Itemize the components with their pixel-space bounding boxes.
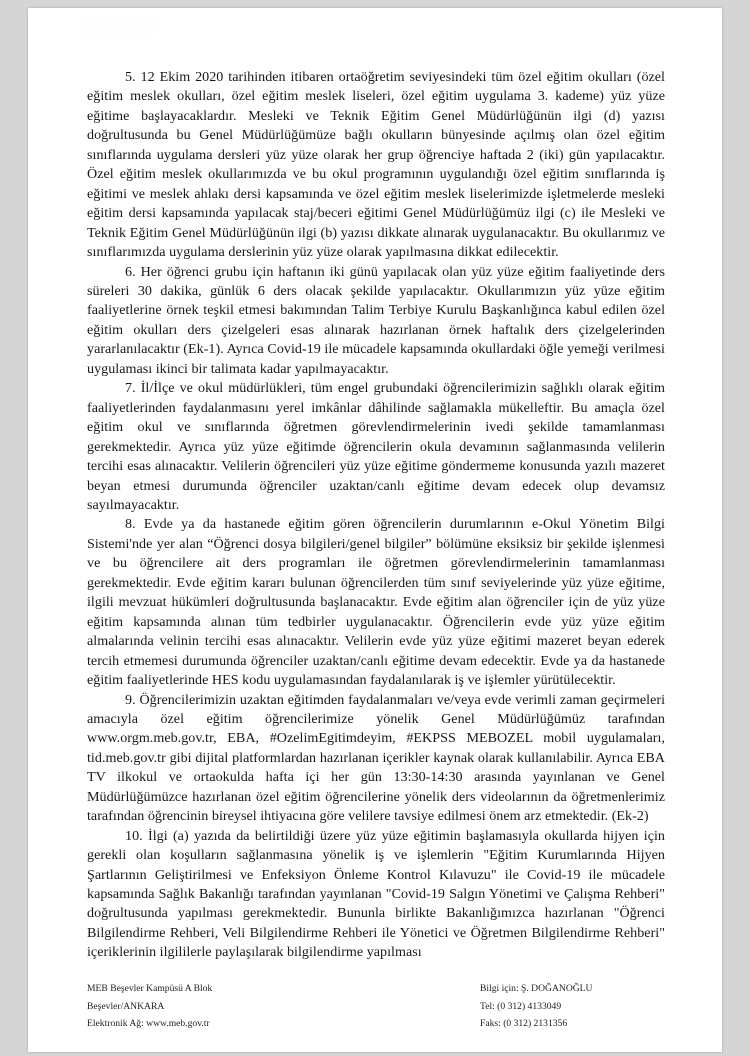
scan-artifact: [78, 14, 156, 36]
document-page: [28, 8, 722, 1052]
document-body: [87, 68, 665, 963]
footer-contact-person: Bilgi için: Ş. DOĞANOĞLU: [480, 983, 593, 994]
paragraph-7: 7. İl/İlçe ve okul müdürlükleri, tüm engel grubundaki öğrencilerimizin sağlıklı olarak eğitim faaliyetlerinden faydalanmasını yerel imkânlar dâhilinde sağlamakla mükelleftir. Bu amaçla özel eğitim okul ve sınıflarında öğretmen görevlendirmelerinin ivedi şekilde tamamlanması gerekmektedir. Ayrıca yüz yüze eğitimde öğrencilerin okula devamının sağlanmasında velilerin tercihi esas alınacaktır. Velilerin öğrencileri yüz yüze eğitime göndermeme konusunda yazılı mazeret beyan etmesi durumunda öğrenciler uzaktan/canlı eğitime devam edecek olup devamsız sayılmayacaktır.: [87, 380, 665, 513]
footer-contact-column: [480, 980, 665, 1033]
footer-fax: Faks: (0 312) 2131356: [480, 1018, 568, 1030]
page-footer: [87, 980, 665, 1033]
footer-address-line-1: MEB Beşevler Kampüsü A Blok: [87, 983, 213, 994]
paragraph-9: 9. Öğrencilerimizin uzaktan eğitimden faydalanmaları ve/veya evde verimli zaman geçirmeleri amacıyla özel eğitim öğrencilerimize yönelik Genel Müdürlüğümüz tarafından www.orgm.meb.gov.tr, EBA, #OzelimEgitimdeyim, #EKPSS MEBOZEL mobil uygulamaları, tid.meb.gov.tr gibi dijital platformlardan hazırlanan içerikler kaynak olarak kullanılabilir. Ayrıca EBA TV ilkokul ve ortaokulda hafta içi her gün 13:30-14:30 arasında yayınlanan ve Genel Müdürlüğümüzce hazırlanan özel eğitim öğrencilerine yönelik ders videolarının da öğretmenlerimiz tarafından öğrencinin bireysel ihtiyacına göre velilere tavsiye edilmesi önem arz etmektedir. (Ek-2): [87, 691, 665, 825]
paragraph-10: 10. İlgi (a) yazıda da belirtildiği üzere yüz yüze eğitimin başlamasıyla okullarda hijyen için gerekli olan koşulların sağlanmasına yönelik iş ve işlemlerin "Eğitim Kurumlarında Hijyen Şartlarının Geliştirilmesi ve Enfeksiyon Önleme Kontrol Kılavuzu" ile Covid-19 ile mücadele kapsamında Sağlık Bakanlığı tarafından yayınlanan "Covid-19 Salgın Yönetimi ve Çalışma Rehberi" doğrultusunda yapılması gerekmektedir. Bununla birlikte Bakanlığımızca hazırlanan "Öğrenci Bilgilendirme Rehberi, Veli Bilgilendirme Rehberi ile Yönetici ve Öğretmen Bilgilendirme Rehberi" içeriklerinin ilgililerle paylaşılarak bilgilendirme yapılması: [87, 827, 665, 961]
paragraph-6: 6. Her öğrenci grubu için haftanın iki günü yapılacak olan yüz yüze eğitim faaliyetinde ders süreleri 30 dakika, günlük 6 ders olacak şekilde yapılacaktır. Okullarımızın yüz yüze eğitim faaliyetlerine örnek teşkil etmesi bakımından Talim Terbiye Kurulu Başkanlığınca kabul edilen özel eğitim okulları ders çizelgeleri esas alınarak hazırlanan örnek haftalık ders çizelgelerinden yararlanılacaktır (Ek-1). Ayrıca Covid-19 ile mücadele kapsamında okullardaki öğle yemeği verilmesi uygulaması ikinci bir talimata kadar yapılmayacaktır.: [87, 263, 665, 377]
footer-phone: Tel: (0 312) 4133049: [480, 1000, 562, 1012]
paragraph-8: 8. Evde ya da hastanede eğitim gören öğrencilerin durumlarının e-Okul Yönetim Bilgi Sistemi'nde yer alan “Öğrenci dosya bilgileri/genel bilgiler” bölümüne eksiksiz bir şekilde işlenmesi ve bu öğrencilere ait ders programları ile öğretmen görevlendirmelerinin tamamlanması gerekmektedir. Evde eğitim kararı bulunan öğrencilerden tüm sınıf seviyelerinde yüz yüze eğitime, ilgili mevzuat hükümleri doğrultusunda başlanacaktır. Evde eğitim alan öğrenciler için de yüz yüze eğitim kapsamında alınan tüm tedbirler uygulanacaktır. Öğrencilerin evde yüz yüze eğitim almalarında velinin tercihi esas alınacaktır. Velilerin evde yüz yüze eğitimi mazeret beyan ederek tercih etmemesi durumunda öğrenciler uzaktan/canlı eğitime devam edecektir. Evde ya da hastanede eğitim faaliyetlerinde HES kodu uygulamasından faydalanılarak iş ve işlemler yürütülecektir.: [87, 516, 665, 689]
paragraph-5: 5. 12 Ekim 2020 tarihinden itibaren ortaöğretim seviyesindeki tüm özel eğitim okulları (özel eğitim meslek okulları, özel eğitim meslek liseleri, özel eğitim uygulama 3. kademe) yüz yüze eğitime başlayacaklardır. Mesleki ve Teknik Eğitim Genel Müdürlüğünün ilgi (d) yazısı doğrultusunda bu Genel Müdürlüğümüze bağlı okulların bünyesinde açılmış olan özel eğitim sınıflarında uygulama dersleri yüz yüze olarak her grup öğrenciye haftada 2 (iki) gün yapılacaktır. Özel eğitim meslek okullarımızda ve bu okul programının uygulandığı özel eğitim sınıflarında iş eğitimi ve meslek ahlakı dersi kapsamında ve özel eğitim meslek liselerimizde işletmelerde mesleki eğitim dersi kapsamında yapılacak staj/beceri eğitimi Genel Müdürlüğümüz ilgi (c) ile Mesleki ve Teknik Eğitim Genel Müdürlüğünün ilgi (b) yazısı dikkate alınarak uygulanacaktır. Bu okullarımız ve sınıflarımızda uygulama derslerinin yüz yüze olarak yapılmasına dikkat edilecektir.: [87, 69, 665, 261]
footer-website-line: Elektronik Ağ: www.meb.gov.tr: [87, 1018, 210, 1030]
top-edge-band: [0, 0, 750, 8]
footer-address-line-2: Beşevler/ANKARA: [87, 1000, 165, 1012]
footer-address-column: [87, 980, 212, 1033]
